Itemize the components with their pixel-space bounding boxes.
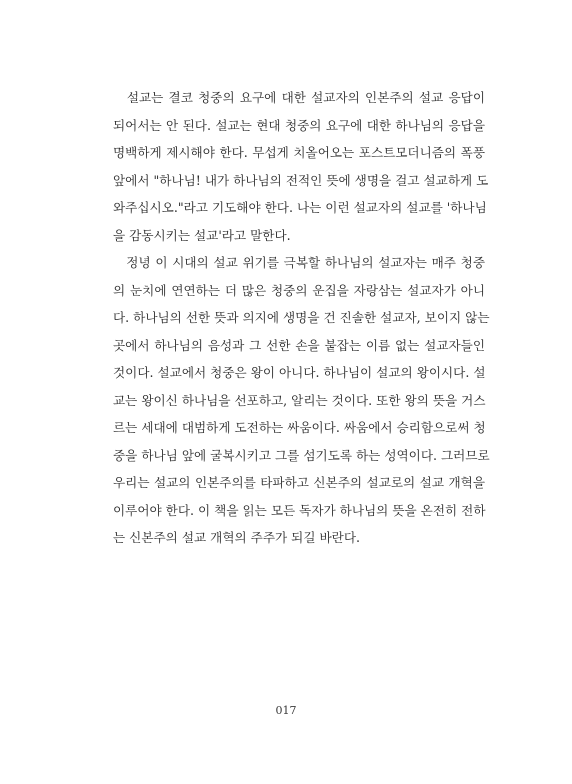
paragraph-2 [113,249,490,552]
text-line: 을 감동시키는 설교'라고 말한다. [113,227,291,243]
text-line: 설교는 결코 청중의 요구에 대한 설교자의 인본주의 설교 응답이 [113,90,485,105]
text-line: 것이다. 설교에서 청중은 왕이 아니다. 하나님이 설교의 왕이시다. 설 [113,365,486,380]
text-line: 르는 세대에 대범하게 도전하는 싸움이다. 싸움에서 승리함으로써 청 [113,420,486,435]
body-text [113,84,490,552]
text-line: 의 눈치에 연연하는 더 많은 청중의 운집을 자랑삼는 설교자가 아니 [113,282,485,298]
text-line: 앞에서 "하나님! 내가 하나님의 전적인 뜻에 생명을 걸고 설교하게 도 [113,172,489,188]
text-line: 와주십시오."라고 기도해야 한다. 나는 이런 설교자의 설교를 '하나님 [113,200,487,215]
text-line: 우리는 설교의 인본주의를 타파하고 신본주의 설교로의 설교 개혁을 [113,475,485,490]
text-line: 곳에서 하나님의 음성과 그 선한 손을 붙잡는 이름 없는 설교자들인 [113,337,485,353]
text-line: 는 신본주의 설교 개혁의 주주가 되길 바란다. [113,530,361,545]
text-line: 중을 하나님 앞에 굴복시키고 그를 섬기도록 하는 성역이다. 그러므로 [113,447,490,463]
text-line: 교는 왕이신 하나님을 선포하고, 알리는 것이다. 또한 왕의 뜻을 거스 [113,392,486,408]
text-line: 되어서는 안 된다. 설교는 현대 청중의 요구에 대한 하나님의 응답을 [113,117,485,133]
paragraph-1 [113,84,489,249]
page-number: 017 [275,704,297,717]
text-line: 명백하게 제시해야 한다. 무섭게 치올어오는 포스트모더니즘의 폭풍 [113,145,485,160]
text-line: 이루어야 한다. 이 책을 읽는 모든 독자가 하나님의 뜻을 온전히 전하 [113,502,486,518]
text-line: 다. 하나님의 선한 뜻과 의지에 생명을 건 진솔한 설교자, 보이지 않는 [113,310,490,325]
text-line: 정녕 이 시대의 설교 위기를 극복할 하나님의 설교자는 매주 청중 [113,255,485,270]
